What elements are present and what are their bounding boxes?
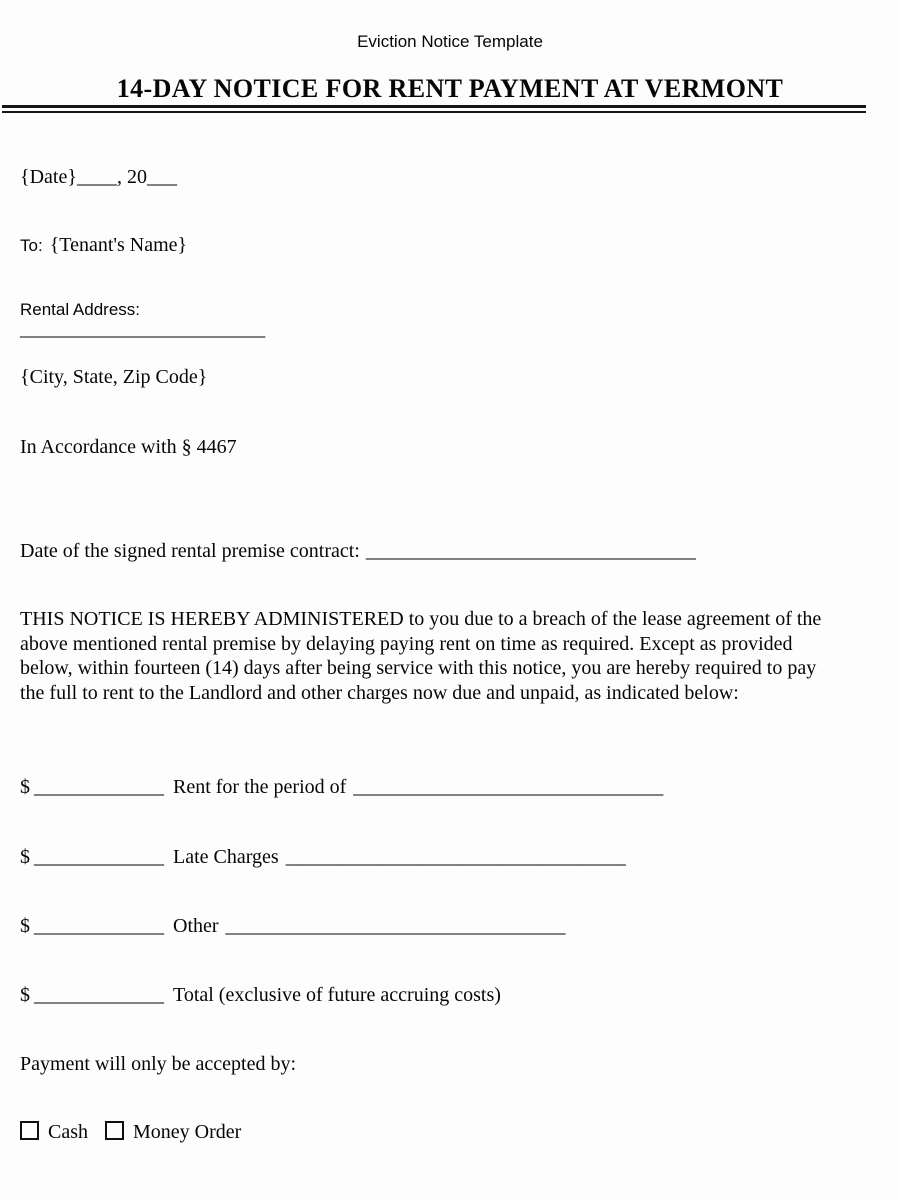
cash-option	[20, 1121, 88, 1143]
amount-tail-blank: _______________________________	[353, 776, 664, 798]
amount-label: Other	[173, 915, 219, 937]
amount-blank: _____________	[34, 776, 164, 798]
money-order-option	[105, 1121, 241, 1143]
notice-paragraph: THIS NOTICE IS HEREBY ADMINISTERED to you due to a breach of the lease agreement of the above mentioned rental premise by delaying paying rent on time as required. Except as provided below, within fourteen (14) days after being service with this notice, you are hereby required to pay the full to rent to the Landlord and other charges now due and unpaid, as indicated below:	[20, 608, 822, 704]
currency-symbol: $	[20, 846, 30, 868]
date-line	[20, 165, 177, 190]
payment-options-line	[20, 1120, 253, 1145]
amount-tail-blank: __________________________________	[285, 846, 626, 868]
amount-tail-blank: __________________________________	[225, 915, 566, 937]
tenant-name-placeholder: {Tenant's Name}	[49, 234, 188, 256]
rental-address-blank: _________________________	[20, 318, 266, 340]
to-label: To:	[20, 236, 43, 255]
amount-row-total	[20, 983, 501, 1008]
to-line	[20, 233, 187, 258]
statute-line: In Accordance with § 4467	[20, 436, 237, 458]
currency-symbol: $	[20, 984, 30, 1006]
city-state-zip-placeholder: {City, State, Zip Code}	[20, 366, 208, 388]
contract-date-line	[20, 539, 696, 564]
amount-blank: _____________	[34, 846, 164, 868]
date-prefix: {Date}	[20, 166, 77, 188]
contract-date-label: Date of the signed rental premise contract:	[20, 540, 360, 562]
amount-row-other	[20, 914, 566, 939]
contract-date-blank: _________________________________	[365, 540, 696, 562]
checkbox-label: Cash	[48, 1121, 88, 1143]
amount-row-late-charges	[20, 845, 626, 870]
date-year: , 20	[116, 166, 147, 188]
amount-label: Late Charges	[173, 846, 279, 868]
payment-method-label: Payment will only be accepted by:	[20, 1053, 297, 1075]
checkbox-icon[interactable]	[20, 1121, 39, 1140]
document-title: 14-DAY NOTICE FOR RENT PAYMENT AT VERMONT	[116, 74, 784, 103]
amount-label: Rent for the period of	[173, 776, 347, 798]
currency-symbol: $	[20, 776, 30, 798]
amount-blank: _____________	[34, 915, 164, 937]
document-kicker: Eviction Notice Template	[357, 32, 543, 51]
checkbox-icon[interactable]	[105, 1121, 124, 1140]
amount-label: Total (exclusive of future accruing costs)	[173, 984, 501, 1006]
amount-row-rent	[20, 775, 663, 800]
title-double-rule	[2, 105, 866, 113]
rental-address-label: Rental Address:	[20, 300, 141, 319]
currency-symbol: $	[20, 915, 30, 937]
date-blank: ____	[76, 166, 117, 188]
checkbox-label: Money Order	[133, 1121, 242, 1143]
amount-blank: _____________	[34, 984, 164, 1006]
date-year-blank: ___	[146, 166, 177, 188]
